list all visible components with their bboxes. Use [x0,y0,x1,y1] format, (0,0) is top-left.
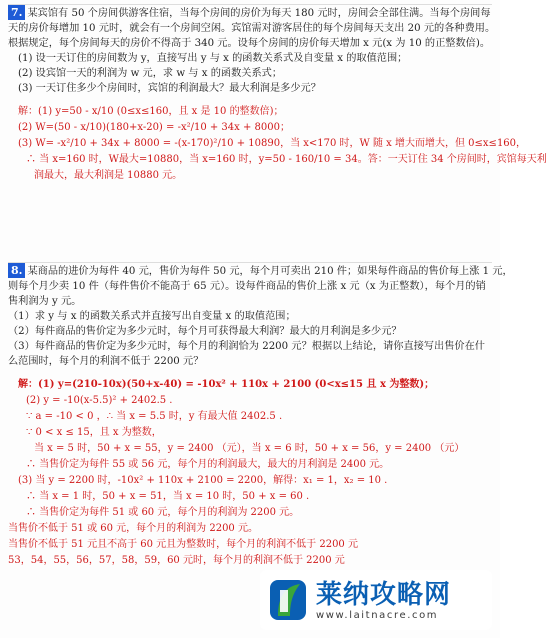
problem-8-line-3: 售利润为 y 元。 [8,296,82,307]
problem-7-solution [8,104,547,184]
problem-8-solution [8,377,492,569]
site-watermark [260,570,492,630]
problem-7-question-3: (3) 一天订住多少个房间时，宾馆的利润最大？最大利润是多少元？ [18,83,321,94]
problem-7-line-2: 天的房价每增加 10 元时，就会有一个房间空闲。宾馆需对游客居住的每个房间每天支出 20 元的各种费用。 [8,23,496,34]
problem-8-answer-7: (3) 当 y = 2200 时，-10x² + 110x + 2100 = 2200，解得：x₁ = 1，x₂ = 10 . [18,475,388,486]
problem-8-question-2: （2）每件商品的售价定为多少元时，每个月可获得最大利润？最大的月利润是多少元？ [8,326,402,337]
problem-8-answer-8: ∴ 当 x = 1 时，50 + x = 51，当 x = 10 时，50 + x = 60 . [26,491,310,502]
problem-8-question-3-cont: 么范围时，每个月的利润不低于 2200 元？ [8,356,204,367]
problem-8-answer-6: ∴ 当售价定为每件 55 或 56 元，每个月的利润最大，最大的月利润是 2400 元。 [26,459,390,470]
problem-7-line-1: 某宾馆有 50 个房间供游客住宿，当每个房间的房价为每天 180 元时，房间会全部住满。当每个房间每 [27,8,491,19]
site-logo-icon [266,576,310,624]
problem-7-answer-1: 解：(1) y=50 - x/10 (0≤x≤160，且 x 是 10 的整数倍)； [18,106,284,117]
problem-8-statement [8,263,513,369]
problem-8-number: 8. [8,263,25,278]
problem-7-number: 7. [8,5,25,20]
problem-7 [8,4,547,237]
problem-7-answer-5: 润最大，最大利润是 10880 元。 [34,170,183,181]
problem-7-answer-4: ∴ 当 x=160 时，W最大=10880，当 x=160 时，y=50 - 160/10 = 34。答：一天订住 34 个房间时，宾馆每天利 [26,154,547,165]
problem-8-answer-10: 当售价不低于 51 或 60 元，每个月的利润为 2200 元。 [8,523,258,534]
problem-8-answer-1: 解：(1) y=(210-10x)(50+x-40) = -10x² + 110x + 2100 (0<x≤15 且 x 为整数)； [18,379,435,390]
problem-8-question-3: （3）每件商品的售价定为多少元时，每个月的利润恰为 2200 元？根据以上结论，请你直接写出售价在什 [8,341,485,352]
problem-7-answer-2: (2) W=(50 - x/10)(180+x-20) = -x²/10 + 34x + 8000； [18,122,290,133]
problem-8-answer-4: ∵ 0 < x ≤ 15，且 x 为整数， [26,427,162,438]
problem-8-answer-2: (2) y = -10(x-5.5)² + 2402.5 . [26,395,173,406]
problem-7-statement [8,5,496,96]
problem-7-line-3: 根据规定，每个房间每天的房价不得高于 340 元。设每个房间的房价每天增加 x 元(x 为 10 的正整数倍)。 [8,38,491,49]
problem-7-question-2: (2) 设宾馆一天的利润为 w 元，求 w 与 x 的函数关系式； [18,68,283,79]
problem-7-question-1: (1) 设一天订住的房间数为 y，直接写出 y 与 x 的函数关系式及自变量 x 的取值范围； [18,53,408,64]
site-name: 莱纳攻略网 [316,579,452,610]
problem-8-answer-3: ∵ a = -10 < 0 ，∴ 当 x = 5.5 时，y 有最大值 2402.5 . [26,411,283,422]
problem-8-line-2: 则每个月少卖 10 件（每件售价不能高于 65 元）。设每件商品的售价上涨 x 元（x 为正整数），每个月的销 [8,281,486,292]
problem-8-line-1: 某商品的进价为每件 40 元，售价为每件 50 元，每个月可卖出 210 件；如果每件商品的售价每上涨 1 元， [27,266,513,277]
problem-8-question-1: （1）求 y 与 x 的函数关系式并直接写出自变量 x 的取值范围； [8,311,296,322]
problem-8-answer-9: ∴ 当售价定为每件 51 或 60 元，每个月的利润为 2200 元。 [26,507,300,518]
site-url: www.laitnacre.com [316,609,439,621]
problem-7-answer-3: (3) W= -x²/10 + 34x + 8000 = -(x-170)²/10 + 10890，当 x<170 时，W 随 x 增大而增大，但 0≤x≤160， [18,138,527,149]
problem-8-answer-12: 53，54，55，56，57，58，59，60 元时，每个月的利润不低于 2200 元 [8,555,345,566]
problem-8-answer-5: 当 x = 5 时，50 + x = 55，y = 2400 （元），当 x = 6 时，50 + x = 56，y = 2400 （元） [34,443,465,454]
problem-8-answer-11: 当售价不低于 51 元且不高于 60 元且为整数时，每个月的利润不低于 2200 元 [8,539,358,550]
